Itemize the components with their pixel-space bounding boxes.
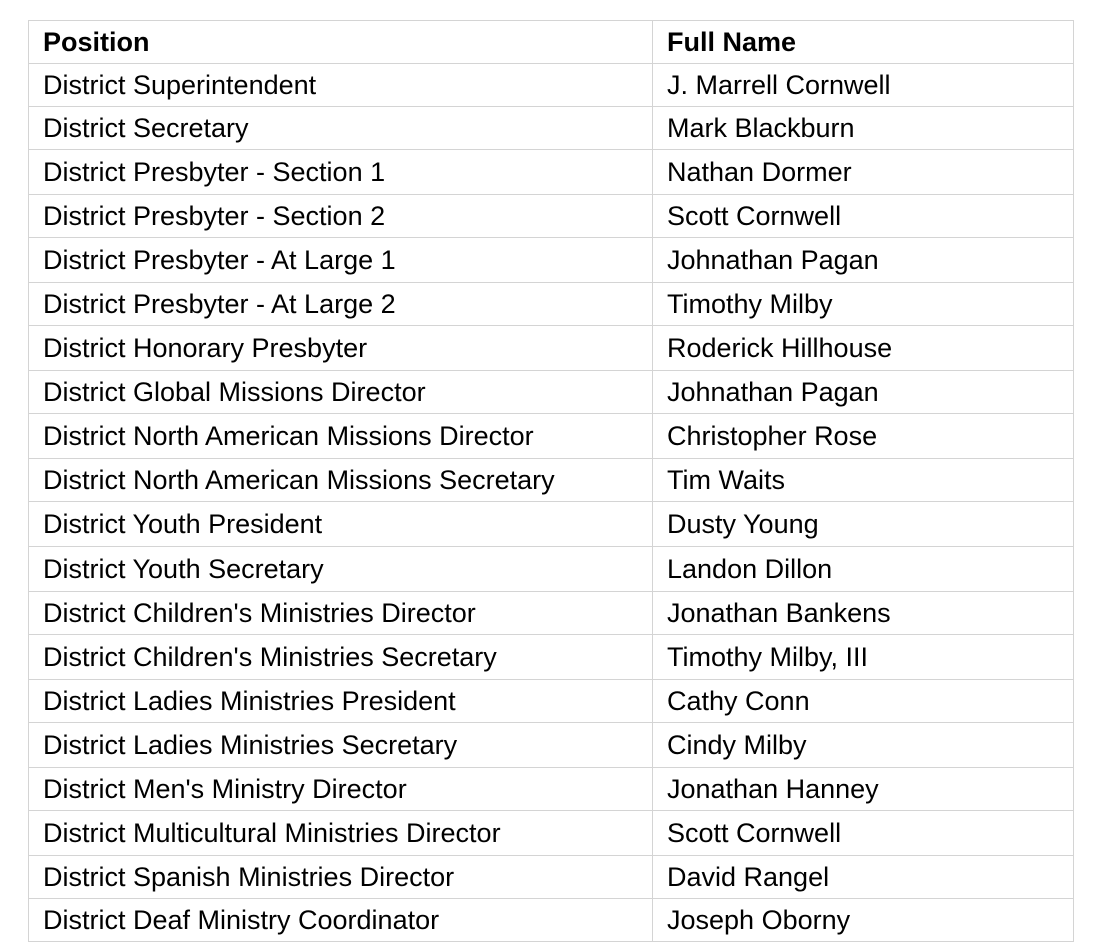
table-row	[29, 856, 1074, 899]
position-cell: District Global Missions Director	[29, 371, 653, 414]
table-row	[29, 723, 1074, 768]
table-row	[29, 64, 1074, 107]
position-cell: District Presbyter - At Large 1	[29, 238, 653, 283]
column-header-full-name: Full Name	[653, 21, 1074, 64]
table-row	[29, 502, 1074, 547]
position-cell: District North American Missions Secretary	[29, 459, 653, 502]
position-cell: District Deaf Ministry Coordinator	[29, 899, 653, 942]
table-row	[29, 899, 1074, 942]
name-cell: Scott Cornwell	[653, 195, 1074, 238]
name-cell: Timothy Milby	[653, 283, 1074, 326]
position-cell: District Presbyter - Section 2	[29, 195, 653, 238]
table-row	[29, 768, 1074, 811]
position-cell: District Multicultural Ministries Director	[29, 811, 653, 856]
position-cell: District Youth President	[29, 502, 653, 547]
name-cell: Joseph Oborny	[653, 899, 1074, 942]
name-cell: Jonathan Hanney	[653, 768, 1074, 811]
table-row	[29, 592, 1074, 635]
table-row	[29, 680, 1074, 723]
name-cell: Cathy Conn	[653, 680, 1074, 723]
table-row	[29, 371, 1074, 414]
name-cell: Christopher Rose	[653, 414, 1074, 459]
name-cell: Nathan Dormer	[653, 150, 1074, 195]
position-cell: District Ladies Ministries President	[29, 680, 653, 723]
name-cell: Johnathan Pagan	[653, 238, 1074, 283]
name-cell: Timothy Milby, III	[653, 635, 1074, 680]
officers-table	[28, 20, 1074, 942]
table-row	[29, 414, 1074, 459]
table-row	[29, 811, 1074, 856]
name-cell: Landon Dillon	[653, 547, 1074, 592]
table-row	[29, 635, 1074, 680]
table-row	[29, 195, 1074, 238]
position-cell: District Presbyter - Section 1	[29, 150, 653, 195]
position-cell: District Honorary Presbyter	[29, 326, 653, 371]
table-row	[29, 238, 1074, 283]
name-cell: Cindy Milby	[653, 723, 1074, 768]
name-cell: Tim Waits	[653, 459, 1074, 502]
table-row	[29, 150, 1074, 195]
position-cell: District Spanish Ministries Director	[29, 856, 653, 899]
name-cell: Scott Cornwell	[653, 811, 1074, 856]
position-cell: District Children's Ministries Director	[29, 592, 653, 635]
table-row	[29, 459, 1074, 502]
position-cell: District Secretary	[29, 107, 653, 150]
position-cell: District Men's Ministry Director	[29, 768, 653, 811]
table-header-row	[29, 21, 1074, 64]
position-cell: District Youth Secretary	[29, 547, 653, 592]
position-cell: District North American Missions Director	[29, 414, 653, 459]
name-cell: Jonathan Bankens	[653, 592, 1074, 635]
position-cell: District Superintendent	[29, 64, 653, 107]
table-row	[29, 547, 1074, 592]
name-cell: J. Marrell Cornwell	[653, 64, 1074, 107]
name-cell: Mark Blackburn	[653, 107, 1074, 150]
name-cell: David Rangel	[653, 856, 1074, 899]
table-row	[29, 107, 1074, 150]
name-cell: Johnathan Pagan	[653, 371, 1074, 414]
position-cell: District Children's Ministries Secretary	[29, 635, 653, 680]
table-row	[29, 326, 1074, 371]
position-cell: District Ladies Ministries Secretary	[29, 723, 653, 768]
column-header-position: Position	[29, 21, 653, 64]
table-row	[29, 283, 1074, 326]
position-cell: District Presbyter - At Large 2	[29, 283, 653, 326]
name-cell: Dusty Young	[653, 502, 1074, 547]
name-cell: Roderick Hillhouse	[653, 326, 1074, 371]
